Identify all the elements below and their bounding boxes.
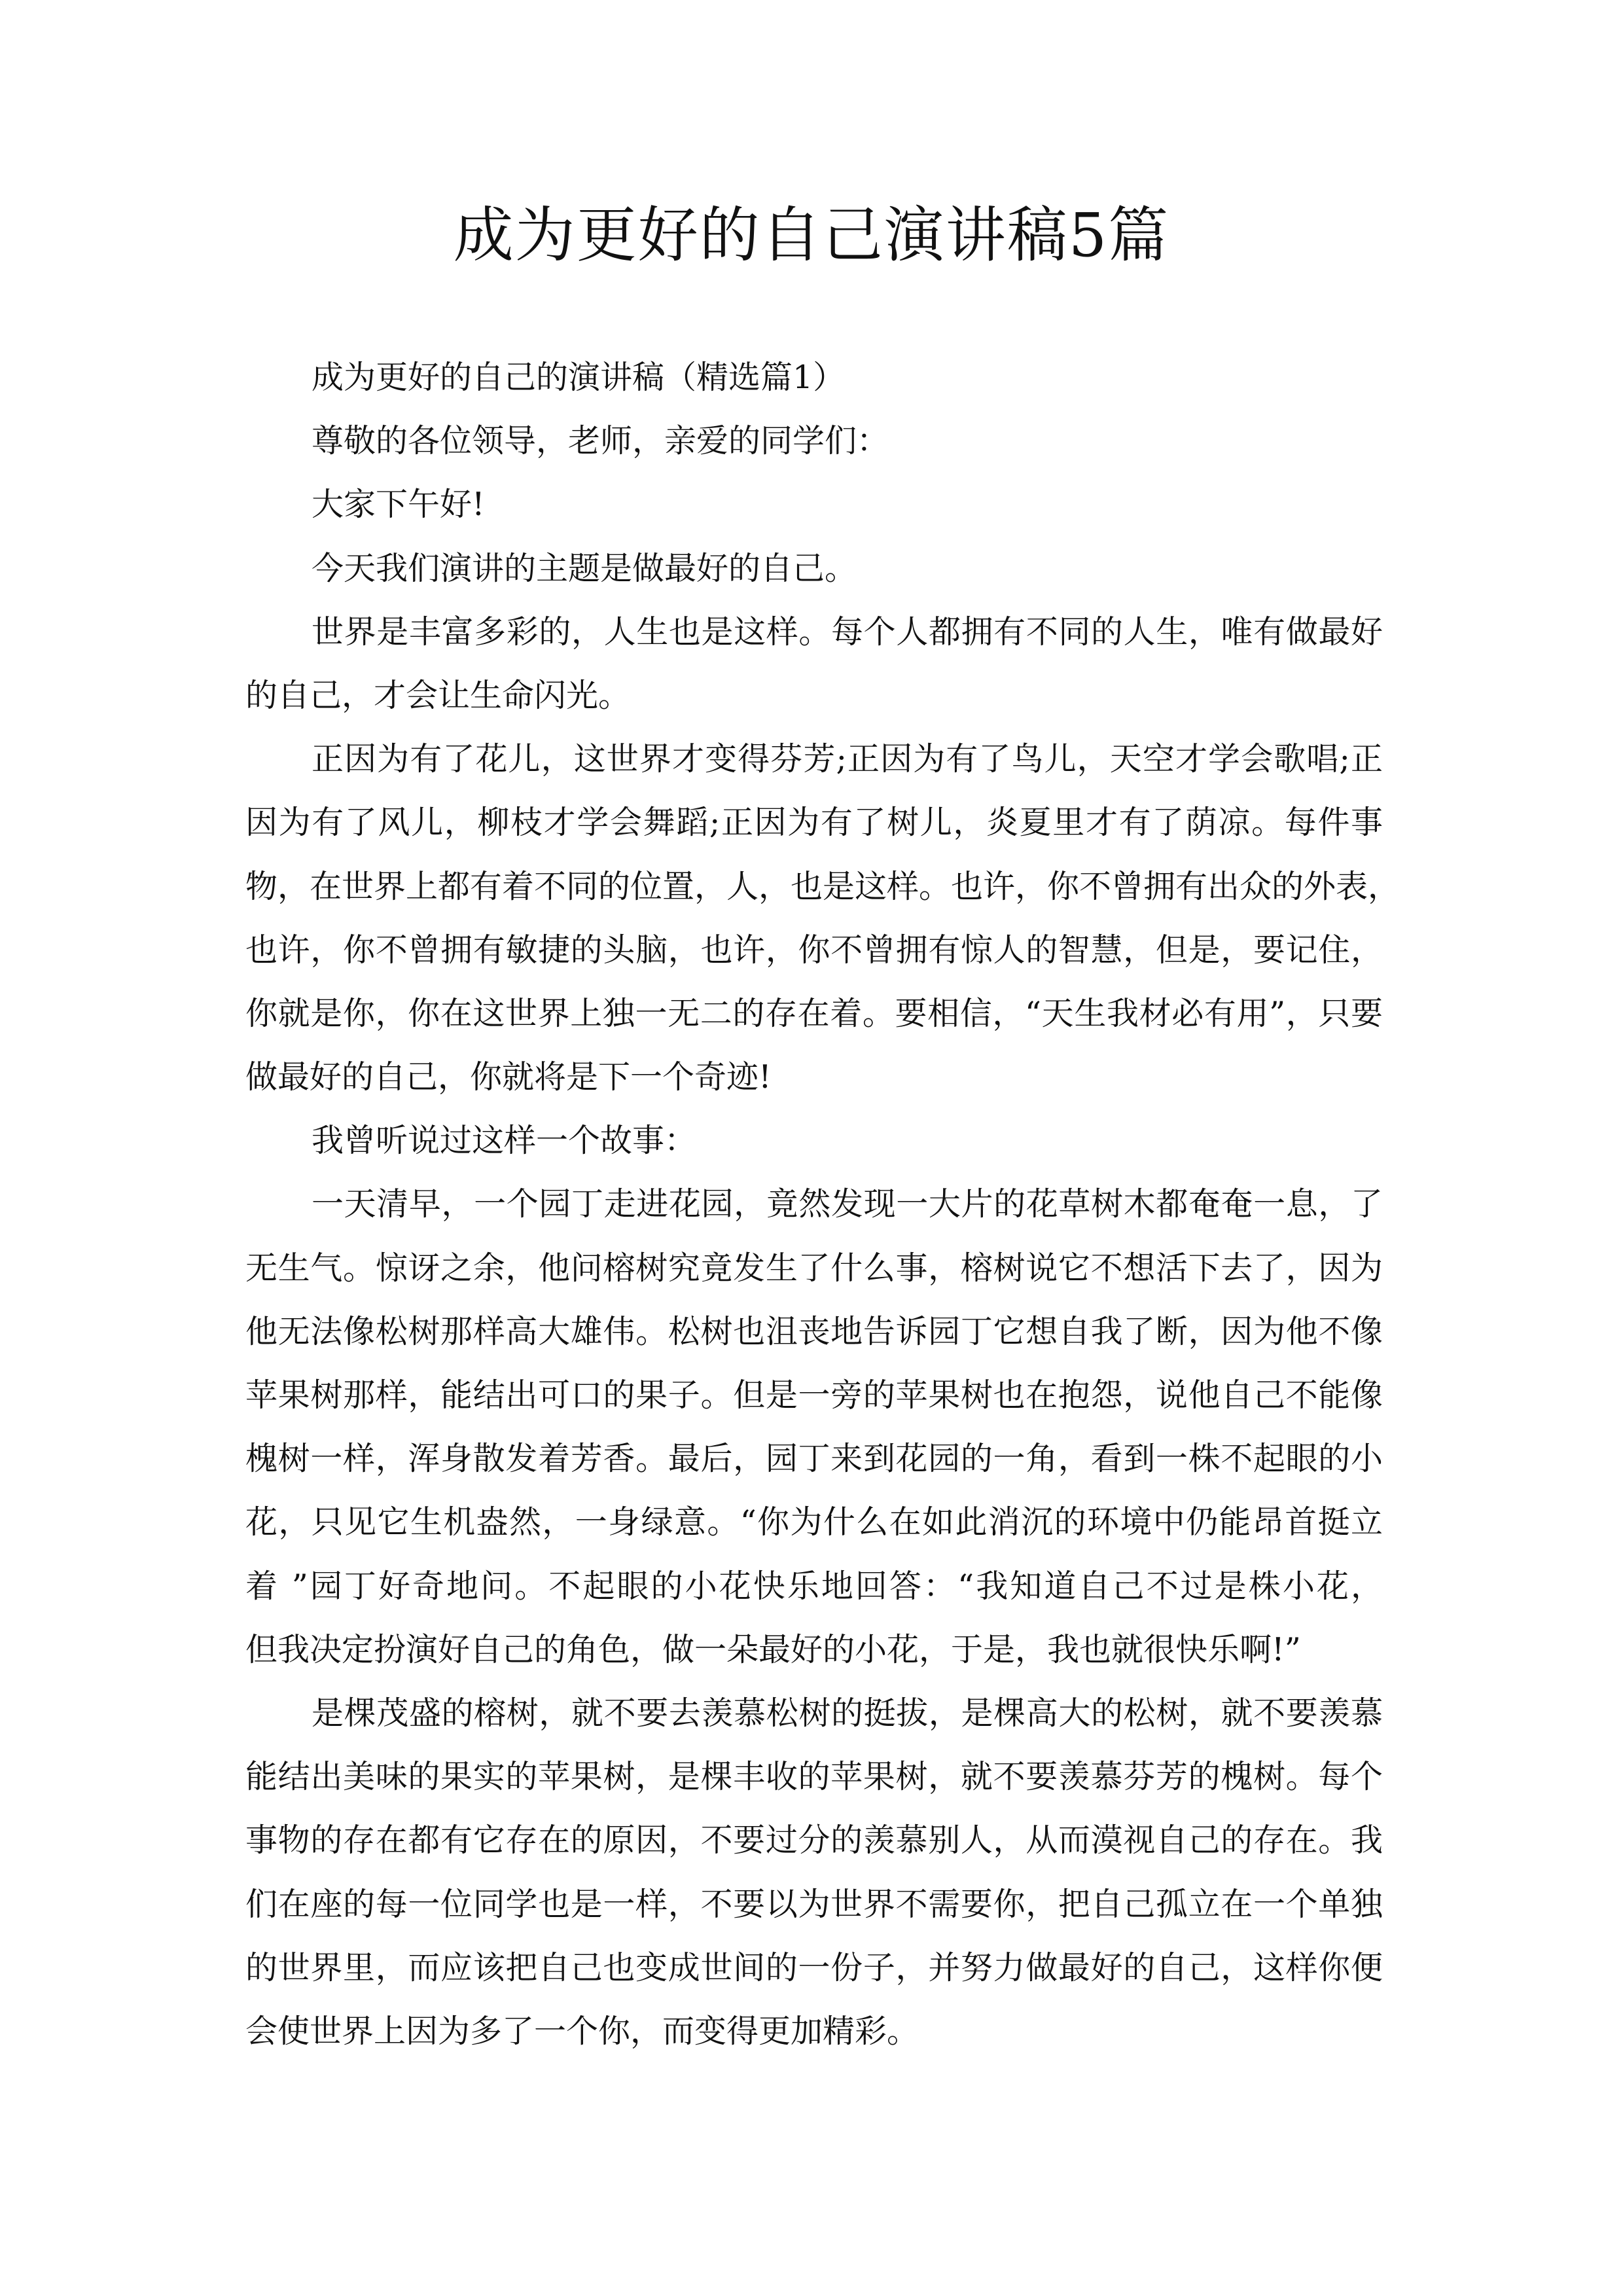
text-line: 事物的存在都有它存在的原因，不要过分的羡慕别人，从而漠视自己的存在。我 (245, 1821, 1383, 1859)
paragraph (245, 1681, 1383, 2063)
text-line: 成为更好的自己的演讲稿（精选篇1） (312, 359, 846, 396)
text-line: 你就是你，你在这世界上独一无二的存在着。要相信，“天生我材必有用”，只要 (245, 994, 1383, 1032)
text-line: 但我决定扮演好自己的角色，做一朵最好的小花，于是，我也就很快乐啊!” (245, 1630, 1301, 1668)
paragraph (245, 727, 1400, 1109)
paragraph (245, 537, 1383, 600)
text-line: 世界是丰富多彩的，人生也是这样。每个人都拥有不同的人生，唯有做最好 (312, 613, 1383, 651)
text-line: 们在座的每一位同学也是一样，不要以为世界不需要你，把自己孤立在一个单独 (245, 1885, 1383, 1923)
text-line: 能结出美味的果实的苹果树，是棵丰收的苹果树，就不要羡慕芬芳的槐树。每个 (245, 1758, 1383, 1796)
text-line: 也许，你不曾拥有敏捷的头脑，也许，你不曾拥有惊人的智慧，但是，要记住， (245, 931, 1383, 969)
text-line: 正因为有了花儿，这世界才变得芬芳;正因为有了鸟儿，天空才学会歌唱;正 (312, 740, 1383, 778)
text-line: 是棵茂盛的榕树，就不要去羡慕松树的挺拔，是棵高大的松树，就不要羡慕 (312, 1694, 1383, 1732)
document-title: 成为更好的自己演讲稿5篇 (453, 200, 1170, 270)
text-line: 因为有了风儿，柳枝才学会舞蹈;正因为有了树儿，炎夏里才有了荫凉。每件事 (245, 804, 1383, 842)
paragraph (245, 600, 1383, 727)
text-line: 今天我们演讲的主题是做最好的自己。 (312, 549, 857, 587)
text-line: 苹果树那样，能结出可口的果子。但是一旁的苹果树也在抱怨，说他自己不能像 (245, 1376, 1383, 1414)
document-body (245, 346, 1400, 2063)
text-line: 无生气。惊讶之余，他问榕树究竟发生了什么事，榕树说它不想活下去了，因为 (245, 1249, 1383, 1287)
paragraph (245, 1109, 1383, 1172)
text-line: 会使世界上因为多了一个你，而变得更加精彩。 (245, 2012, 919, 2050)
text-line: 做最好的自己，你就将是下一个奇迹! (245, 1058, 772, 1096)
text-line: 大家下午好! (312, 486, 485, 524)
paragraph (245, 1172, 1383, 1681)
text-line: 我曾听说过这样一个故事： (312, 1122, 697, 1160)
paragraph (245, 409, 1383, 473)
text-line: 尊敬的各位领导，老师，亲爱的同学们： (312, 422, 889, 460)
text-line: 的自己，才会让生命闪光。 (245, 676, 631, 714)
text-line: 的世界里，而应该把自己也变成世间的一份子，并努力做最好的自己，这样你便 (245, 1948, 1383, 1986)
text-line: 物，在世界上都有着不同的位置，人，也是这样。也许，你不曾拥有出众的外表， (245, 867, 1400, 905)
paragraph (245, 473, 1383, 536)
text-line: 花，只见它生机盎然，一身绿意。“你为什么在如此消沉的环境中仍能昂首挺立 (245, 1503, 1383, 1541)
text-line: 他无法像松树那样高大雄伟。松树也沮丧地告诉园丁它想自我了断，因为他不像 (245, 1312, 1383, 1350)
text-line: 着 ”园丁好奇地问。不起眼的小花快乐地回答：“我知道自己不过是株小花， (245, 1567, 1383, 1605)
paragraph (245, 346, 1383, 409)
text-line: 槐树一样，浑身散发着芳香。最后，园丁来到花园的一角，看到一株不起眼的小 (245, 1440, 1383, 1478)
text-line: 一天清早，一个园丁走进花园，竟然发现一大片的花草树木都奄奄一息，了 (312, 1185, 1383, 1223)
